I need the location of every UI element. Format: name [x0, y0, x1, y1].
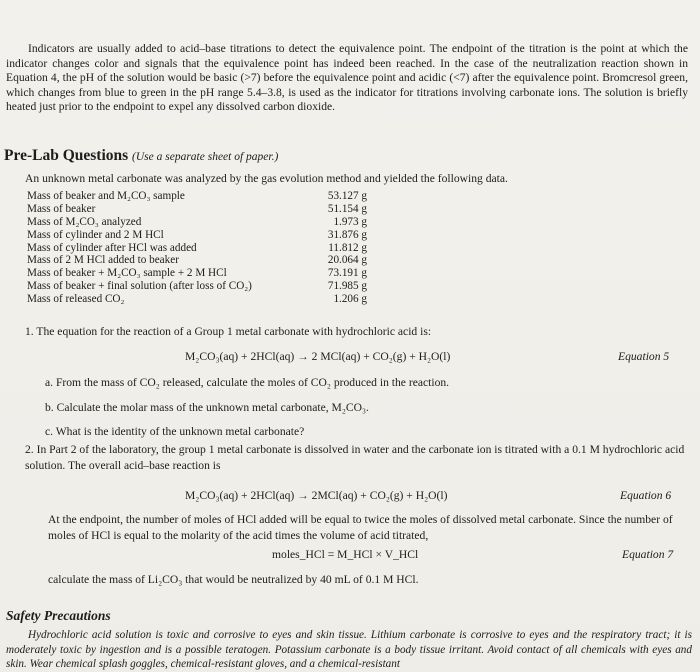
equation-5: M₂CO₃(aq) + 2HCl(aq) → 2 MCl(aq) + CO₂(g) + H₂O(l) — [185, 350, 451, 363]
data-label: Mass of beaker + final solution (after loss of CO₂) — [27, 280, 252, 293]
safety-paragraph: Hydrochloric acid solution is toxic and corrosive to eyes and skin tissue. Lithium carbonate is corrosive to eyes and the respiratory tract; it is moderately toxic by ingestion and is a possible teratogen. Potassium carbonate is a body tissue irritant. Avoid contact of all chemicals with eyes and skin. Wear chemical splash goggles, chemical-resistant gloves, and a chemical-resistant — [6, 629, 692, 670]
data-row — [27, 216, 367, 229]
prelab-title: Pre-Lab Questions — [4, 147, 129, 164]
equation-5-label: Equation 5 — [618, 350, 670, 363]
data-value: 1.206 g — [333, 293, 367, 306]
data-value: 71.985 g — [327, 280, 367, 293]
data-label: Mass of beaker + M₂CO₃ sample + 2 M HCl — [27, 267, 227, 280]
data-value: 20.064 g — [327, 254, 367, 267]
data-value: 31.876 g — [327, 228, 367, 241]
endpoint-paragraph: At the endpoint, the number of moles of HCl added will be equal to twice the moles of dissolved metal carbonate. Since the number of moles of HCl is equal to the molarity of the acid times the volume of acid titrated, — [48, 513, 673, 542]
data-value: 73.191 g — [327, 267, 367, 280]
data-label: Mass of cylinder and 2 M HCl — [27, 228, 164, 241]
data-table — [27, 190, 367, 306]
question-1c: c. What is the identity of the unknown metal carbonate? — [45, 425, 305, 438]
data-label: Mass of released CO₂ — [27, 293, 125, 306]
data-label: Mass of M₂CO₃ analyzed — [27, 215, 142, 228]
data-row — [27, 267, 367, 280]
equation-6-label: Equation 6 — [620, 489, 672, 502]
data-row — [27, 280, 367, 293]
intro-paragraph: Indicators are usually added to acid–base titrations to detect the equivalence point. The endpoint of the titration is the point at which the indicator changes color and signals that the equivalence point has indeed been reached. In the case of the neutralization reaction shown in Equation 4, the pH of the solution would be basic (>7) before the equivalence point and acidic (<7) after the equivalence point. Bromcresol green, which changes from blue to green in the pH range 5.4–3.8, is used as the indicator for titrations involving carbonate ions. The solution is briefly heated just prior to the endpoint to expel any dissolved carbon dioxide. — [6, 42, 688, 114]
data-value: 11.812 g — [328, 241, 367, 254]
data-label: Mass of beaker and M₂CO₃ sample — [27, 190, 185, 202]
data-row — [27, 242, 367, 255]
question-1a: a. From the mass of CO₂ released, calculate the moles of CO₂ produced in the reaction. — [45, 376, 450, 389]
data-row — [27, 229, 367, 242]
data-row — [27, 254, 367, 267]
question-1b: b. Calculate the molar mass of the unknown metal carbonate, M₂CO₃. — [45, 401, 369, 414]
question-2-final: calculate the mass of Li₂CO₃ that would be neutralized by 40 mL of 0.1 M HCl. — [48, 573, 419, 586]
prelab-intro: An unknown metal carbonate was analyzed by the gas evolution method and yielded the following data. — [25, 172, 508, 185]
question-2: 2. In Part 2 of the laboratory, the group 1 metal carbonate is dissolved in water and the carbonate ion is titrated with a 0.1 M hydrochloric acid solution. The overall acid–base reaction is — [25, 443, 685, 472]
data-label: Mass of 2 M HCl added to beaker — [27, 254, 179, 267]
data-value: 1.973 g — [333, 215, 367, 228]
prelab-note: (Use a separate sheet of paper.) — [132, 151, 279, 163]
data-row — [27, 203, 367, 216]
equation-7-label: Equation 7 — [622, 548, 674, 561]
safety-heading: Safety Precautions — [6, 608, 111, 623]
question-1: 1. The equation for the reaction of a Group 1 metal carbonate with hydrochloric acid is: — [25, 325, 432, 338]
equation-6: M₂CO₃(aq) + 2HCl(aq) → 2MCl(aq) + CO₂(g) + H₂O(l) — [185, 489, 448, 502]
data-row — [27, 293, 367, 306]
data-value: 51.154 g — [327, 202, 367, 215]
data-label: Mass of cylinder after HCl was added — [27, 241, 197, 254]
data-label: Mass of beaker — [27, 202, 96, 215]
equation-7: moles_HCl = M_HCl × V_HCl — [272, 548, 419, 561]
prelab-heading — [4, 147, 694, 165]
data-value: 53.127 g — [327, 190, 367, 202]
data-row — [27, 190, 367, 203]
